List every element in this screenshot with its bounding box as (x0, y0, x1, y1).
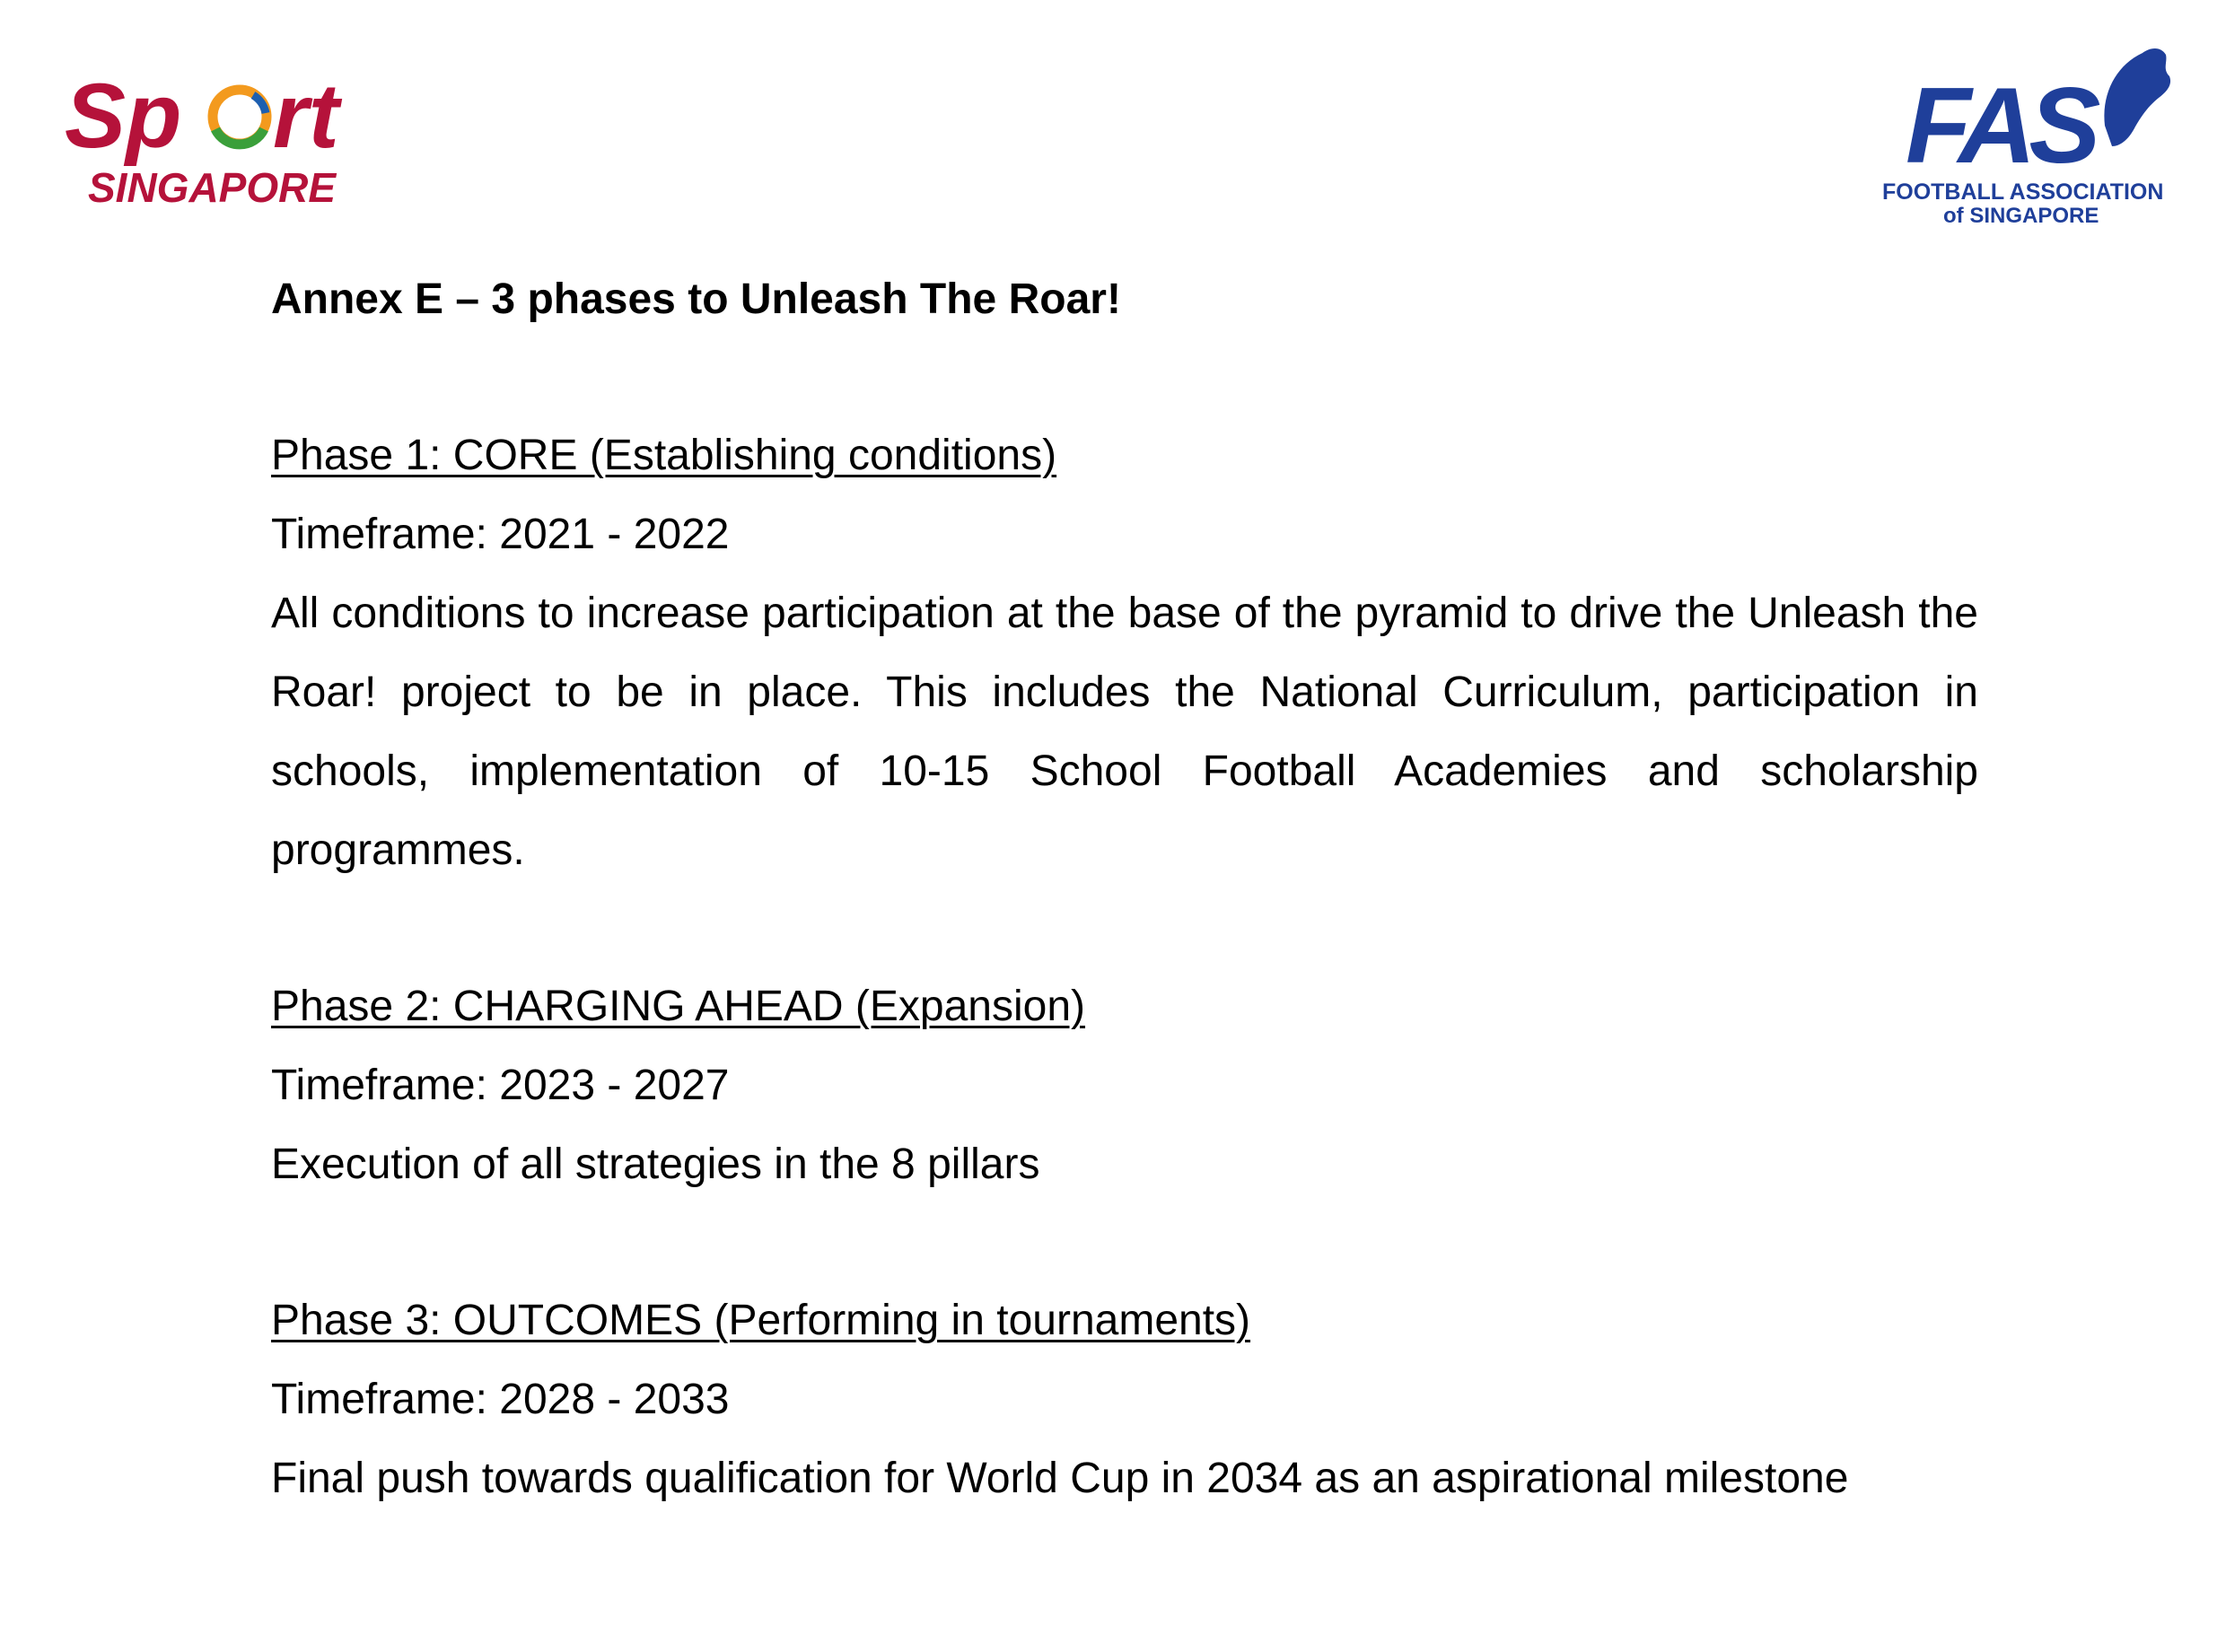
fas-logo-graphic (1880, 40, 2177, 238)
lion-icon (2104, 48, 2170, 146)
phase-1-section (271, 416, 1978, 890)
sport-singapore-subword: SINGAPORE (88, 164, 337, 211)
document-body (271, 260, 1978, 1518)
phase-1-heading: Phase 1: CORE (Establishing conditions) (271, 432, 1057, 479)
sport-singapore-logo (61, 54, 402, 224)
fas-mark-text: FAS (1906, 66, 2094, 186)
phase-2-section (271, 967, 1978, 1204)
phase-3-description: Final push towards qualification for World Cup in 2034 as an aspirational milestone (271, 1455, 1849, 1502)
phase-1-description: All conditions to increase participation at the base of the pyramid to drive the Unleash the Roar! project to be in place. This includes the National Curriculum, participation in schools, implementation of 10-15 School Football Academies and scholarship programmes. (271, 590, 1978, 874)
phase-1-timeframe: Timeframe: 2021 - 2022 (271, 511, 730, 558)
fas-line1: FOOTBALL ASSOCIATION (1882, 179, 2164, 205)
phase-2-heading: Phase 2: CHARGING AHEAD (Expansion) (271, 983, 1086, 1030)
sport-word-part2: rt (273, 65, 339, 167)
phase-3-section (271, 1281, 1978, 1518)
sport-word-part1: Sp (65, 65, 182, 167)
phase-3-timeframe: Timeframe: 2028 - 2033 (271, 1376, 730, 1423)
fas-line2: of SINGAPORE (1943, 204, 2099, 228)
fas-logo (1880, 40, 2177, 238)
sport-singapore-logo-graphic (61, 54, 402, 224)
annex-title: Annex E – 3 phases to Unleash The Roar! (271, 275, 1121, 323)
phase-2-timeframe: Timeframe: 2023 - 2027 (271, 1062, 730, 1109)
phase-2-description: Execution of all strategies in the 8 pillars (271, 1141, 1040, 1188)
phase-3-heading: Phase 3: OUTCOMES (Performing in tournaments) (271, 1297, 1251, 1344)
sport-ring-icon (213, 90, 267, 144)
